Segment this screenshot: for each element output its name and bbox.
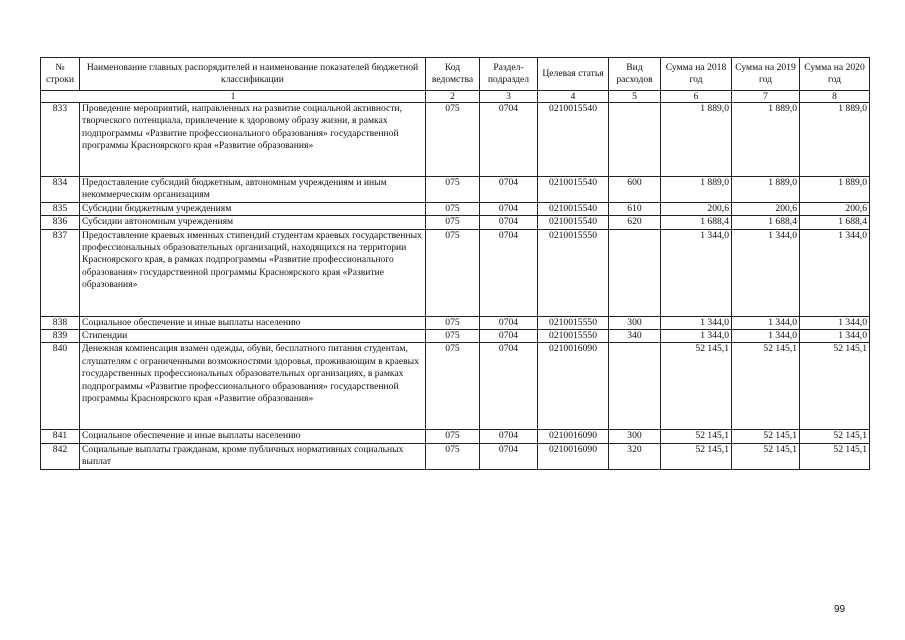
cell-row-no: 842 (41, 443, 80, 469)
cell-kind: 620 (609, 216, 661, 229)
cell-code: 075 (426, 177, 480, 203)
cell-sum-2019: 52 145,1 (732, 443, 800, 469)
cell-row-no: 835 (41, 202, 80, 215)
cell-article: 0210016090 (538, 430, 609, 443)
column-number-4: 4 (538, 91, 609, 103)
cell-code: 075 (426, 316, 480, 329)
cell-section: 0704 (480, 229, 538, 316)
header-sum-2019: Сумма на 2019 год (732, 58, 800, 91)
cell-sum-2019: 1 889,0 (732, 177, 800, 203)
header-kind: Вид расходов (609, 58, 661, 91)
cell-sum-2018: 1 889,0 (661, 177, 732, 203)
cell-sum-2020: 1 344,0 (800, 330, 870, 343)
cell-sum-2018: 52 145,1 (661, 343, 732, 430)
cell-row-no: 838 (41, 316, 80, 329)
cell-name: Предоставление краевых именных стипендий студентам краевых государственных профессиональных образовательных организаций, находящихся на территории Красноярского края, в рамках подпрограммы «Развитие профессионального образования» государственной программы Красноярского края «Развитие образования» (80, 229, 426, 316)
cell-sum-2019: 52 145,1 (732, 343, 800, 430)
header-row-no: № строки (41, 58, 80, 91)
table-row (41, 443, 870, 469)
cell-row-no: 834 (41, 177, 80, 203)
cell-section: 0704 (480, 330, 538, 343)
cell-code: 075 (426, 443, 480, 469)
cell-row-no: 841 (41, 430, 80, 443)
cell-name: Социальное обеспечение и иные выплаты населению (80, 430, 426, 443)
cell-sum-2019: 200,6 (732, 202, 800, 215)
cell-article: 0210015540 (538, 216, 609, 229)
cell-section: 0704 (480, 103, 538, 177)
cell-sum-2018: 1 344,0 (661, 229, 732, 316)
cell-kind: 340 (609, 330, 661, 343)
cell-name: Денежная компенсация взамен одежды, обуви, бесплатного питания студентам, слушателям с ограниченными возможностями здоровья, проживающим в краевых государственных профессиональных образовательных организациях, в рамках подпрограммы «Развитие профессионального образования» государственной программы Красноярского края «Развитие образования» (80, 343, 426, 430)
table-row (41, 103, 870, 177)
table-row (41, 216, 870, 229)
cell-sum-2018: 1 889,0 (661, 103, 732, 177)
cell-sum-2020: 52 145,1 (800, 430, 870, 443)
column-number-8: 8 (800, 91, 870, 103)
cell-sum-2019: 1 344,0 (732, 330, 800, 343)
header-section: Раздел-подраздел (480, 58, 538, 91)
cell-article: 0210015540 (538, 202, 609, 215)
cell-kind (609, 343, 661, 430)
cell-sum-2020: 200,6 (800, 202, 870, 215)
cell-sum-2020: 1 688,4 (800, 216, 870, 229)
cell-sum-2020: 1 889,0 (800, 103, 870, 177)
cell-sum-2019: 1 688,4 (732, 216, 800, 229)
cell-section: 0704 (480, 202, 538, 215)
cell-section: 0704 (480, 430, 538, 443)
column-number-3: 3 (480, 91, 538, 103)
cell-row-no: 839 (41, 330, 80, 343)
table-row (41, 177, 870, 203)
cell-code: 075 (426, 330, 480, 343)
cell-sum-2020: 52 145,1 (800, 343, 870, 430)
cell-row-no: 836 (41, 216, 80, 229)
cell-article: 0210015550 (538, 229, 609, 316)
cell-kind: 300 (609, 430, 661, 443)
cell-kind: 600 (609, 177, 661, 203)
cell-kind: 320 (609, 443, 661, 469)
cell-name: Стипендии (80, 330, 426, 343)
cell-section: 0704 (480, 316, 538, 329)
table-row (41, 330, 870, 343)
cell-row-no: 840 (41, 343, 80, 430)
cell-sum-2019: 1 344,0 (732, 229, 800, 316)
header-sum-2020: Сумма на 2020 год (800, 58, 870, 91)
cell-code: 075 (426, 202, 480, 215)
column-number-row (41, 91, 870, 103)
cell-kind (609, 229, 661, 316)
cell-name: Предоставление субсидий бюджетным, автономным учреждениям и иным некоммерческим организациям (80, 177, 426, 203)
cell-sum-2020: 1 889,0 (800, 177, 870, 203)
cell-article: 0210016090 (538, 443, 609, 469)
column-number-5: 5 (609, 91, 661, 103)
header-name: Наименование главных распорядителей и наименование показателей бюджетной классификации (80, 58, 426, 91)
cell-section: 0704 (480, 216, 538, 229)
cell-sum-2018: 1 344,0 (661, 316, 732, 329)
budget-table (40, 57, 870, 470)
cell-name: Проведение мероприятий, направленных на развитие социальной активности, творческого потенциала, привлечение к здоровому образу жизни, в рамках подпрограммы «Развитие профессионального образования» государственной программы Красноярского края «Развитие образования» (80, 103, 426, 177)
table-row (41, 316, 870, 329)
cell-sum-2020: 52 145,1 (800, 443, 870, 469)
cell-article: 0210015550 (538, 316, 609, 329)
header-code: Код ведомства (426, 58, 480, 91)
cell-kind (609, 103, 661, 177)
cell-code: 075 (426, 229, 480, 316)
column-number-2: 2 (426, 91, 480, 103)
cell-kind: 300 (609, 316, 661, 329)
cell-section: 0704 (480, 343, 538, 430)
cell-name: Субсидии бюджетным учреждениям (80, 202, 426, 215)
cell-article: 0210015540 (538, 177, 609, 203)
cell-code: 075 (426, 343, 480, 430)
cell-kind: 610 (609, 202, 661, 215)
header-sum-2018: Сумма на 2018 год (661, 58, 732, 91)
cell-sum-2020: 1 344,0 (800, 316, 870, 329)
cell-sum-2018: 200,6 (661, 202, 732, 215)
page-number: 99 (834, 604, 846, 615)
column-number-6: 6 (661, 91, 732, 103)
table-row (41, 343, 870, 430)
cell-name: Субсидии автономным учреждениям (80, 216, 426, 229)
cell-article: 0210015540 (538, 103, 609, 177)
cell-sum-2018: 1 688,4 (661, 216, 732, 229)
cell-article: 0210016090 (538, 343, 609, 430)
cell-sum-2020: 1 344,0 (800, 229, 870, 316)
cell-code: 075 (426, 103, 480, 177)
cell-name: Социальное обеспечение и иные выплаты населению (80, 316, 426, 329)
cell-row-no: 833 (41, 103, 80, 177)
cell-section: 0704 (480, 443, 538, 469)
table-row (41, 202, 870, 215)
cell-sum-2018: 52 145,1 (661, 443, 732, 469)
cell-section: 0704 (480, 177, 538, 203)
cell-article: 0210015550 (538, 330, 609, 343)
cell-code: 075 (426, 430, 480, 443)
table-header (41, 58, 870, 103)
cell-sum-2019: 1 344,0 (732, 316, 800, 329)
table-body (41, 103, 870, 470)
cell-row-no: 837 (41, 229, 80, 316)
header-article: Целевая статья (538, 58, 609, 91)
table-row (41, 430, 870, 443)
cell-name: Социальные выплаты гражданам, кроме публичных нормативных социальных выплат (80, 443, 426, 469)
column-number-1: 1 (41, 91, 426, 103)
cell-sum-2019: 1 889,0 (732, 103, 800, 177)
column-number-7: 7 (732, 91, 800, 103)
cell-sum-2018: 1 344,0 (661, 330, 732, 343)
cell-sum-2019: 52 145,1 (732, 430, 800, 443)
table-row (41, 229, 870, 316)
cell-code: 075 (426, 216, 480, 229)
header-row (41, 58, 870, 91)
cell-sum-2018: 52 145,1 (661, 430, 732, 443)
